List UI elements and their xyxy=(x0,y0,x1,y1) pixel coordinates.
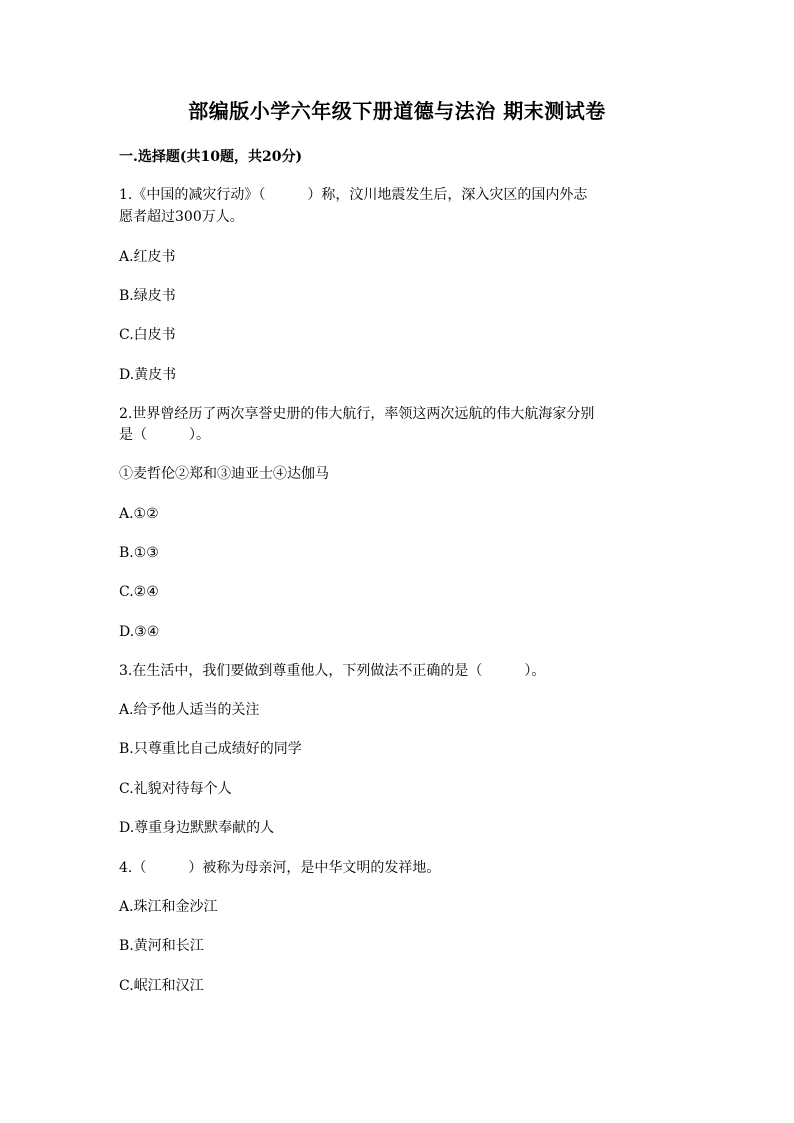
question-3-option-c: C.礼貌对待每个人 xyxy=(119,781,232,797)
question-3-text: 3.在生活中，我们要做到尊重他人，下列做法不正确的是（ ）。 xyxy=(119,663,546,679)
page-title: 部编版小学六年级下册道德与法治 期末测试卷 xyxy=(188,99,606,123)
question-3-option-b: B.只尊重比自己成绩好的同学 xyxy=(119,741,302,757)
question-4-text: 4.（ ）被称为母亲河，是中华文明的发祥地。 xyxy=(119,860,441,876)
question-3-option-d: D.尊重身边默默奉献的人 xyxy=(119,820,275,836)
question-1-text: 1.《中国的减灾行动》（ ）称，汶川地震发生后，深入灾区的国内外志 xyxy=(119,187,588,203)
question-4-option-a: A.珠江和金沙江 xyxy=(119,899,218,915)
question-2-list: ①麦哲伦②郑和③迪亚士④达伽马 xyxy=(119,466,329,482)
question-2-option-b: B.①③ xyxy=(119,545,159,561)
question-2-option-d: D.③④ xyxy=(119,624,160,640)
section-heading: 一.选择题(共10题，共20分) xyxy=(119,149,303,165)
question-4-option-c: C.岷江和汉江 xyxy=(119,978,204,994)
question-2-option-c: C.②④ xyxy=(119,584,159,600)
question-1-option-b: B.绿皮书 xyxy=(119,288,176,304)
question-3-option-a: A.给予他人适当的关注 xyxy=(119,702,260,718)
question-4-option-b: B.黄河和长江 xyxy=(119,938,204,954)
question-1-option-c: C.白皮书 xyxy=(119,327,176,343)
question-2-option-a: A.①② xyxy=(119,506,159,522)
question-2-text: 2.世界曾经历了两次享誉史册的伟大航行，率领这两次远航的伟大航海家分别 xyxy=(119,406,595,422)
question-1-text-cont: 愿者超过300万人。 xyxy=(119,209,244,225)
question-1-option-d: D.黄皮书 xyxy=(119,367,177,383)
question-2-text-cont: 是（ ）。 xyxy=(119,427,210,443)
question-1-option-a: A.红皮书 xyxy=(119,249,176,265)
